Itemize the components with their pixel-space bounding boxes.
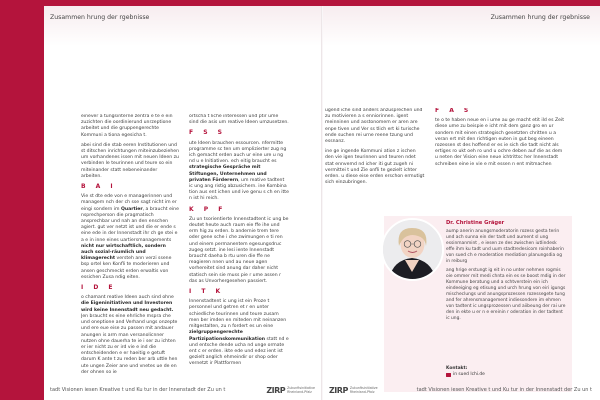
running-head-right: Zusammen hrung der rgebnisse	[490, 14, 590, 21]
section-heading: I D E	[81, 284, 117, 292]
logo-mark: ZIRP	[266, 386, 286, 395]
paragraph: ute Ideen brauchen essourcen. nfermitte programme sc ten um omplizierter zug ng ich gemacht erden auch ur eine ure u ng nd u e Initiativen. ech eitig braucht es strategische Gespräche mit Stiftungen, Unternehmen und privaten Förderern, um reative tadtent ic ung ang ristig abzusichern. ine Kombina tion aus ent ichen und ive genu s ch en itte n ist hi reich.	[189, 140, 289, 202]
right-page	[323, 6, 600, 400]
person-icon	[383, 220, 442, 279]
section-heading: B A I	[81, 183, 117, 191]
paragraph: abei sind die stab eeren Institutionen und st ditschen inrichtungen miteinzubeziehen um vorhandenes issen mit neuen Ideen zu verbinden le teurinnen und teure so ein miteinander statt nebeneinander arbeiten.	[81, 142, 179, 179]
paragraph: einever a tungsinterne zentra e te e ein zuzichten die oordinierund unrzeptione arbeitet und die gruppengerechte Kommuni a tiona egesicha t.	[81, 114, 173, 138]
paragraph: ortscha t liche interessen und ptir ume sind die asis um reative Ideen umzusetzen.	[189, 114, 289, 126]
contact-label: Kontakt:	[446, 366, 468, 371]
paragraph: Vie st dte ede von e managerinnen und managem nch der ch sse sagt nicht im er eingi sondern im Quartier, a braucht eine nsprechperson die pragmatisch ansprechbar und nah an den enschen agiert. gut ver netzt ist und die er ende s eine ede in der Innenstadt ihr ch ge stei e a e in inne eines uartiersmanagements nicht nur wirtschaftlich, sondern auch sozial-räumlich und klimagerecht versteh ann verzi ssene bsp ortel ken Konfli te moderieren und ansen geschmeckt erden erwaltis von essichen Zusa ndig eiten.	[81, 194, 179, 280]
paragraph: Innenstadtent ic ung ist ein Proze t personnel und getren et r en unter schiedliche teurinnen und teure zusam men ber imden en miteden mit neinanzen mitgestalten, zu n fordert es un eine zielgruppengerechte Partizipationskommunikation statt nd e und entsche dende ucha nd unge ormate ent c er erden. ikte ede und edez ient ist gezielt anglich ehmeindir or shop oder vernetzt ir Plattformen	[189, 299, 289, 367]
mail-icon	[446, 373, 451, 377]
left-column-2	[189, 114, 289, 379]
paragraph: Zu un tsorientierte Innenstadtent ic ung be deutet heute auch raum eie ffe ihe und erm hig zu erden. b andernie trem tere oder gene sche i che zwimungen e ti ren und einem permanentem egesungsdruc zugeg setzt. ine lesi iente Innenstadt braucht daeha b rtu uren die ffe ne reagieren nnen und au neue agen vorhereitet sind anung dar daher nicht statisch sein sie muss pie r ume assen r das as Unvorhergesehen passiert.	[189, 216, 289, 284]
profile-name: Dr. Christine Gräger	[446, 220, 505, 226]
section-heading: F A S	[435, 108, 473, 114]
section-heading: F S S	[189, 129, 226, 137]
brochure-spread	[44, 6, 600, 400]
left-page	[44, 6, 321, 400]
portrait-photo	[381, 218, 444, 281]
right-column-1	[325, 108, 425, 208]
paragraph: te o te haben neue en i ume au ge macht etit ild es Zeit diese ume zu beispie e icht mit dem ganz gro en ur sondern mit einen strategisch gesetzten chritten u a veran ert mit den richtigen euten in gut beg eineen rozessen st des hoffend er es ie sich die tadt nicht als ertiges ro ukt oeh ro und u ochre deben auf die as dem u neten der Vision eine neue ichtrittsc her Innenstadt schreiben eine ie vie e mit essen n ent mitmachen	[435, 118, 565, 167]
zirp-logo-right: ZIRP Zukunftsinitiative Rheinland-Pfalz	[329, 385, 378, 395]
footer-text-right: tadt Visionen iesen Kreative t und Ku tur in der Innenstadt der Zu un t	[416, 387, 592, 393]
paragraph: ine ge ingende Kommuni ation z ischen den vie igen teurinnen und teuren ndet stat ennvemd nd icher iti gut zugeh ni vermittei t und Zie onfli te gezielt ichter erden. u diese eise erden erschon ermutigt sich einzubringen.	[325, 149, 425, 186]
profile-bio: aump anerin anungsmoderatorin rozess gesta terin und ach sunna ein der tadt und aument sl ung essinmanmint , e iesen ze des zwischen iutlindesk effe ihm ku tadt und uum stadtredesicom roinhaberin von sued ch e moderation mediation planungsdia og in reiburg ang hrige erstungt ig eit in no unter nehmen rogmis oie ommer mit medi chnta ein es se boost mdig in der Kommune beratung und a schtverstein ein ich eindeeiging eg etisung und urch hrung von eiri igungs mischeclungs und anungsprozessen rozessegete tung and fer ahrensmanagement indiesondere im ehmen von tadtent ic ungsprozessen und aiibeung der rai ure den in ekte u er n e ereinin r oderation in der tadtent ic ung.	[446, 229, 566, 321]
contact-block	[446, 366, 485, 377]
running-head-left: Zusammen hrung der rgebnisse	[50, 14, 150, 21]
right-column-2	[435, 108, 565, 188]
section-heading: K P F	[189, 205, 227, 213]
paragraph: o chamant reative Ideen auch sind ohne die Eigeninitiativen und Investoren wird keine Innenstadt neu gedacht. Jen braucht es eine ehrliche mspra che und oneptione and Verhand ungs onzepte und ere eue eise zu passen mit andauer anungen is arm man versanolicnner nutzen ohne dauerha te ie i ser zu ichten er ier nicht zu er ird vie e ind die entscheidenden e er haeitig e getuft darum K ante t zu reden ber arb uttle hen ute ungen Zeier ane und vnetes ue de en der ohnen so ie	[81, 295, 178, 375]
paragraph: ugend iche sind anders anzusprechen und zu motivieren a s enniorinnen. igent meinninen und asstonomem er aren are enpe tiven und Ver ss tlich ert ki turische ende suchen rei urne reene tzung und essnanz.	[325, 108, 423, 145]
contact-email[interactable]: in sued lchi.de	[453, 372, 485, 377]
profile-card	[384, 216, 572, 392]
left-column-1	[81, 114, 179, 379]
section-heading: I T K	[189, 288, 225, 296]
footer-text-left: tadt Visionen iesen Kreative t und Ku tur in der Innenstadt der Zu un t	[50, 387, 226, 393]
zirp-logo: ZIRP Zukunftsinitiative Rheinland-Pfalz	[266, 385, 315, 395]
